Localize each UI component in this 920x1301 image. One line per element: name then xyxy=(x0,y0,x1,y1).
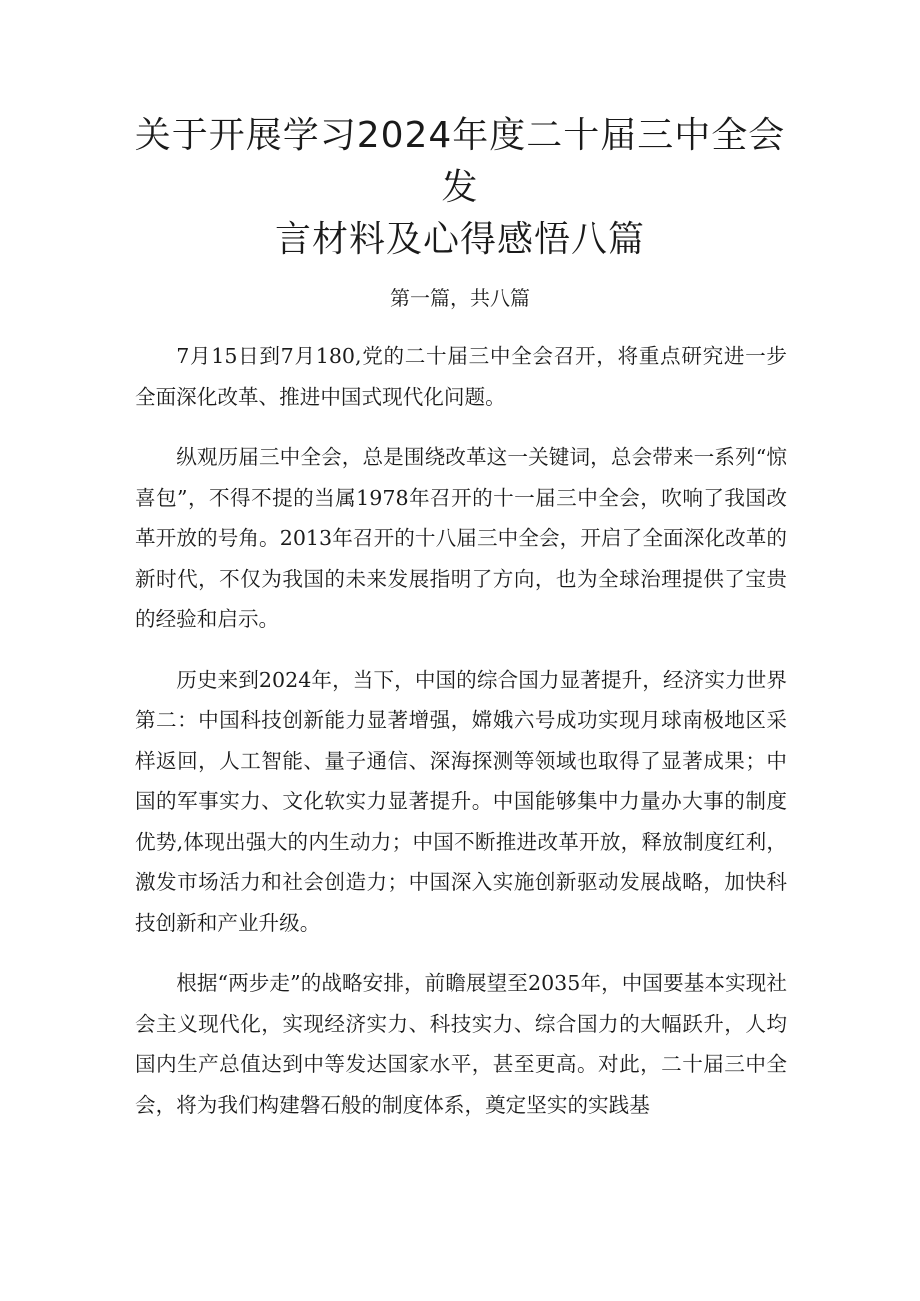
paragraph-3: 历史来到2024年，当下，中国的综合国力显著提升，经济实力世界第二：中国科技创新能力显著增强，嫦娥六号成功实现月球南极地区采样返回，人工智能、量子通信、深海探测等领域也取得了显著成果；中国的军事实力、文化软实力显著提升。中国能够集中力量办大事的制度优势,体现出强大的内生动力；中国不断推进改革开放，释放制度红利，激发市场活力和社会创造力；中国深入实施创新驱动发展战略，加快科技创新和产业升级。 xyxy=(135,667,787,935)
document-title xyxy=(120,110,800,266)
document-title-line-1: 关于开展学习2024年度二十届三中全会发 xyxy=(134,115,786,208)
document-title-line-2: 言材料及心得感悟八篇 xyxy=(274,219,645,260)
paragraph-1: 7月15日到7月180,党的二十届三中全会召开，将重点研究进一步全面深化改革、推进中国式现代化问题。 xyxy=(135,344,787,409)
paragraph-4: 根据“两步走”的战略安排，前瞻展望至2035年，中国要基本实现社会主义现代化，实现经济实力、科技实力、综合国力的大幅跃升，人均国内生产总值达到中等发达国家水平，甚至更高。对此，二十届三中全会，将为我们构建磐石般的制度体系，奠定坚实的实践基 xyxy=(135,971,787,1117)
document-body xyxy=(135,336,787,1145)
section-heading: 第一篇，共八篇 xyxy=(390,286,530,310)
paragraph-2: 纵观历届三中全会，总是围绕改革这一关键词，总会带来一系列“惊喜包”，不得不提的当属1978年召开的十一届三中全会，吹响了我国改革开放的号角。2013年召开的十八届三中全会，开启了全面深化改革的新时代，不仅为我国的未来发展指明了方向，也为全球治理提供了宝贵的经验和启示。 xyxy=(135,445,787,631)
